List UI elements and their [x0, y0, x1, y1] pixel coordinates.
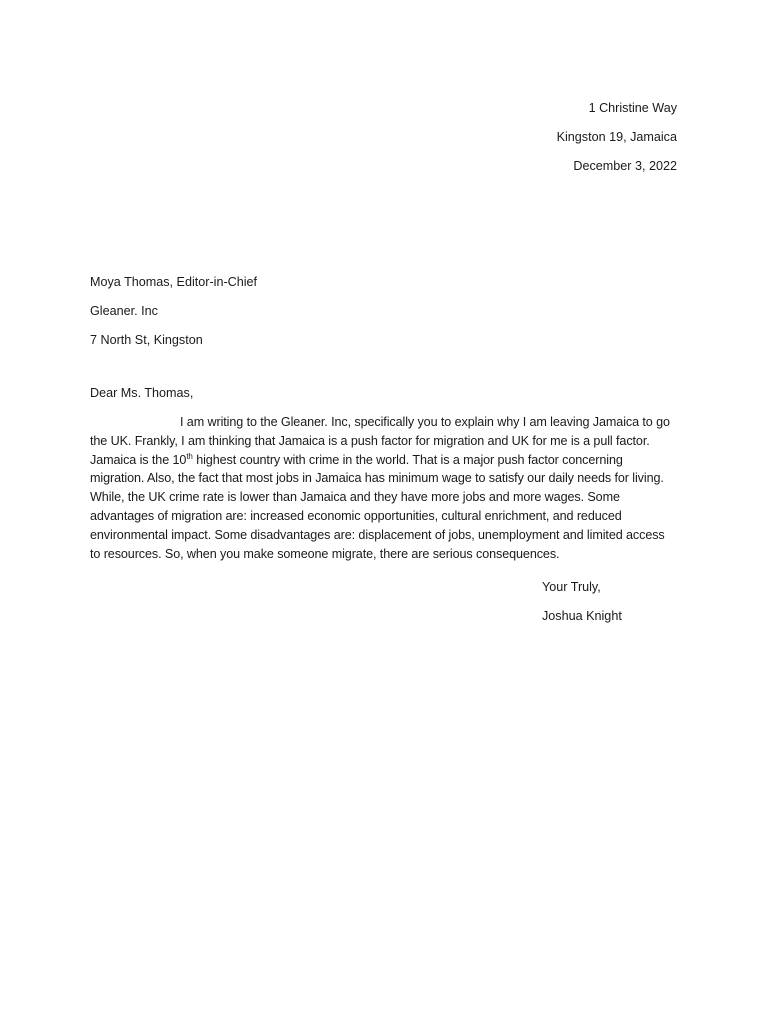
- body-text-part-1: I am writing to the Gleaner. Inc, specifically you to explain why I am leaving Jamaica to go the UK. Frankly, I am thinking that Jamaica is a push factor for migration and UK for me is a pull factor. Jamaica is the 10: [90, 415, 670, 467]
- closing-block: [542, 573, 622, 631]
- sender-street: 1 Christine Way: [588, 101, 677, 115]
- signature-name: Joshua Knight: [542, 609, 622, 623]
- sender-address-block: [557, 94, 677, 181]
- recipient-address-block: [90, 268, 257, 355]
- body-text-part-2: highest country with crime in the world. That is a major push factor concerning migration. Also, the fact that most jobs in Jamaica has minimum wage to satisfy our daily needs for living. While, the UK crime rate is lower than Jamaica and they have more jobs and more wages. Some advantages of migration are: increased economic opportunities, cultural enrichment, and reduced environmental impact. Some disadvantages are: displacement of jobs, unemployment and limited access to resources. So, when you make someone migrate, there are serious consequences.: [90, 452, 665, 561]
- recipient-address: 7 North St, Kingston: [90, 333, 203, 347]
- sender-city: Kingston 19, Jamaica: [556, 130, 677, 144]
- salutation: Dear Ms. Thomas,: [90, 386, 194, 400]
- recipient-company: Gleaner. Inc: [90, 304, 158, 318]
- letter-body: [90, 413, 678, 563]
- letter-date: December 3, 2022: [573, 159, 677, 173]
- recipient-name-title: Moya Thomas, Editor-in-Chief: [90, 275, 258, 289]
- ordinal-suffix: th: [186, 451, 193, 461]
- valediction: Your Truly,: [542, 580, 601, 594]
